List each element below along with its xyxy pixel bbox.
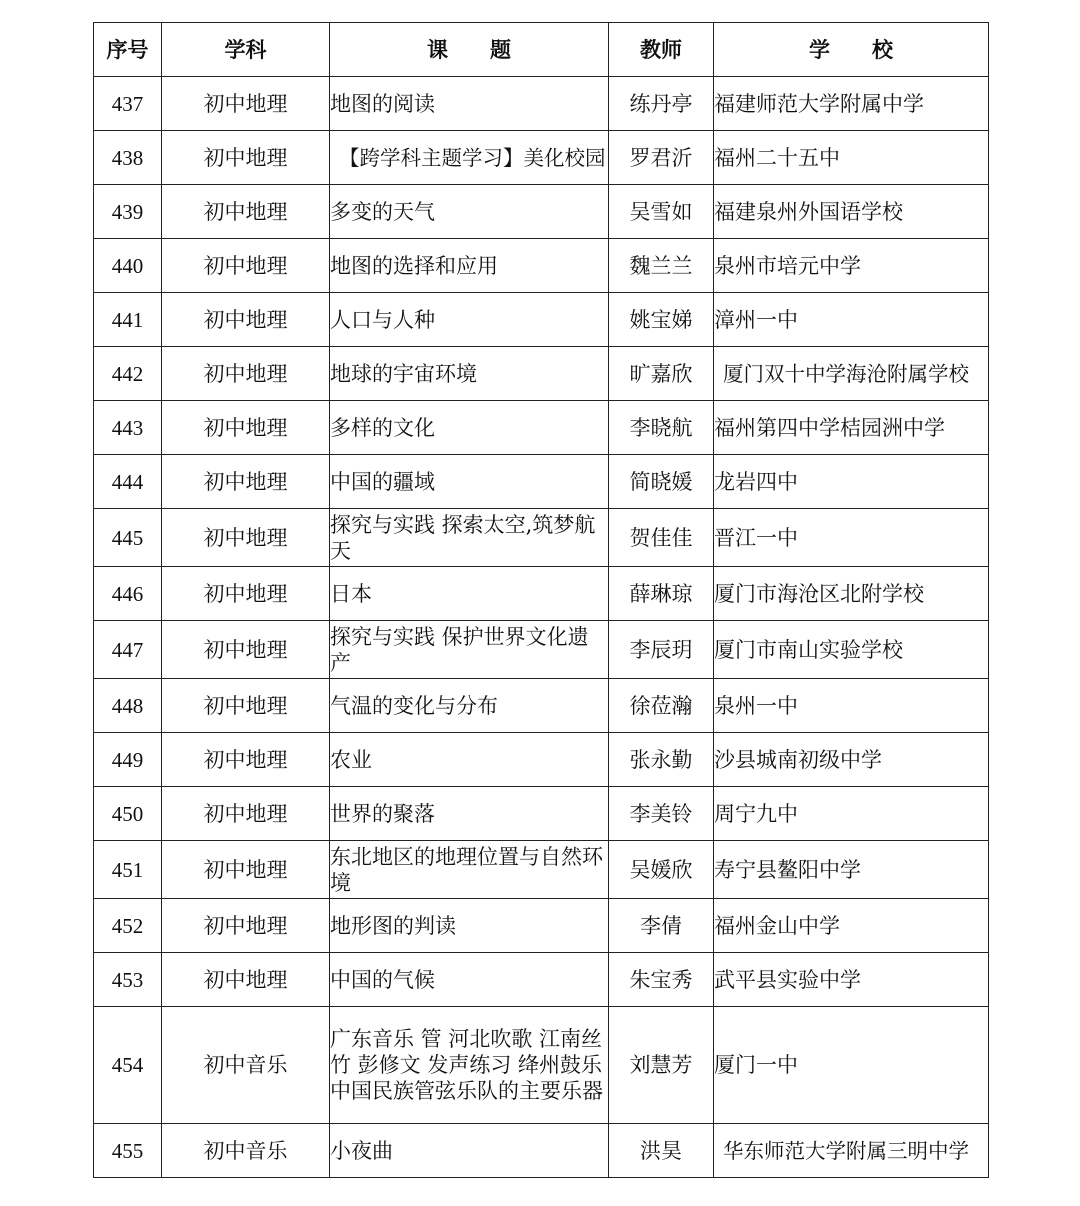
table-row [94, 733, 989, 787]
header-school: 学 校 [714, 23, 989, 77]
table-row [94, 131, 989, 185]
cell-teacher: 罗君沂 [609, 131, 714, 185]
table-row [94, 899, 989, 953]
cell-school: 福州第四中学桔园洲中学 [714, 401, 989, 455]
cell-teacher: 姚宝娣 [609, 293, 714, 347]
cell-subject: 初中地理 [162, 185, 330, 239]
cell-subject: 初中地理 [162, 77, 330, 131]
cell-teacher: 魏兰兰 [609, 239, 714, 293]
cell-no: 442 [94, 347, 162, 401]
cell-subject: 初中地理 [162, 841, 330, 899]
cell-school: 厦门双十中学海沧附属学校 [714, 347, 989, 401]
cell-topic: 探究与实践 保护世界文化遗产 [330, 621, 609, 679]
table-row [94, 239, 989, 293]
cell-topic: 地图的选择和应用 [330, 239, 609, 293]
cell-teacher: 张永勤 [609, 733, 714, 787]
table-row [94, 347, 989, 401]
cell-teacher: 李倩 [609, 899, 714, 953]
cell-subject: 初中地理 [162, 787, 330, 841]
cell-teacher: 徐莅瀚 [609, 679, 714, 733]
cell-subject: 初中地理 [162, 679, 330, 733]
cell-subject: 初中地理 [162, 733, 330, 787]
cell-teacher: 李晓航 [609, 401, 714, 455]
cell-no: 439 [94, 185, 162, 239]
cell-teacher: 练丹亭 [609, 77, 714, 131]
cell-topic: 日本 [330, 567, 609, 621]
cell-no: 444 [94, 455, 162, 509]
table-row [94, 787, 989, 841]
cell-no: 449 [94, 733, 162, 787]
cell-topic: 东北地区的地理位置与自然环境 [330, 841, 609, 899]
cell-subject: 初中音乐 [162, 1007, 330, 1124]
header-teacher: 教师 [609, 23, 714, 77]
cell-topic: 探究与实践 探索太空,筑梦航天 [330, 509, 609, 567]
cell-school: 福建泉州外国语学校 [714, 185, 989, 239]
cell-school: 厦门市南山实验学校 [714, 621, 989, 679]
table-row [94, 841, 989, 899]
cell-no: 437 [94, 77, 162, 131]
cell-school: 福州金山中学 [714, 899, 989, 953]
cell-topic: 气温的变化与分布 [330, 679, 609, 733]
table-row [94, 567, 989, 621]
cell-teacher: 旷嘉欣 [609, 347, 714, 401]
cell-teacher: 李辰玥 [609, 621, 714, 679]
cell-no: 453 [94, 953, 162, 1007]
cell-school: 福州二十五中 [714, 131, 989, 185]
cell-no: 451 [94, 841, 162, 899]
cell-school: 泉州一中 [714, 679, 989, 733]
cell-no: 445 [94, 509, 162, 567]
table-row [94, 509, 989, 567]
cell-no: 441 [94, 293, 162, 347]
cell-teacher: 李美铃 [609, 787, 714, 841]
table-row [94, 401, 989, 455]
cell-subject: 初中地理 [162, 401, 330, 455]
table-row [94, 621, 989, 679]
cell-no: 443 [94, 401, 162, 455]
cell-teacher: 薛琳琼 [609, 567, 714, 621]
cell-no: 450 [94, 787, 162, 841]
cell-school: 周宁九中 [714, 787, 989, 841]
cell-topic: 中国的疆域 [330, 455, 609, 509]
cell-topic: 地形图的判读 [330, 899, 609, 953]
cell-subject: 初中地理 [162, 567, 330, 621]
table-row [94, 293, 989, 347]
table-row [94, 77, 989, 131]
cell-teacher: 吴雪如 [609, 185, 714, 239]
cell-subject: 初中地理 [162, 953, 330, 1007]
cell-topic: 地图的阅读 [330, 77, 609, 131]
cell-topic: 小夜曲 [330, 1124, 609, 1178]
cell-no: 438 [94, 131, 162, 185]
cell-school: 厦门一中 [714, 1007, 989, 1124]
cell-school: 寿宁县鳌阳中学 [714, 841, 989, 899]
cell-subject: 初中地理 [162, 347, 330, 401]
table-row [94, 679, 989, 733]
header-no: 序号 [94, 23, 162, 77]
cell-topic: 多样的文化 [330, 401, 609, 455]
cell-teacher: 吴媛欣 [609, 841, 714, 899]
cell-school: 漳州一中 [714, 293, 989, 347]
cell-topic: 【跨学科主题学习】美化校园 [330, 131, 609, 185]
cell-subject: 初中地理 [162, 455, 330, 509]
cell-no: 448 [94, 679, 162, 733]
cell-school: 晋江一中 [714, 509, 989, 567]
header-topic: 课 题 [330, 23, 609, 77]
lesson-roster-table [93, 22, 989, 1178]
cell-teacher: 贺佳佳 [609, 509, 714, 567]
cell-school: 武平县实验中学 [714, 953, 989, 1007]
cell-no: 440 [94, 239, 162, 293]
cell-topic: 世界的聚落 [330, 787, 609, 841]
cell-subject: 初中地理 [162, 509, 330, 567]
cell-no: 454 [94, 1007, 162, 1124]
cell-subject: 初中地理 [162, 239, 330, 293]
cell-teacher: 朱宝秀 [609, 953, 714, 1007]
cell-topic: 地球的宇宙环境 [330, 347, 609, 401]
cell-teacher: 洪昊 [609, 1124, 714, 1178]
cell-no: 452 [94, 899, 162, 953]
cell-subject: 初中地理 [162, 899, 330, 953]
cell-subject: 初中音乐 [162, 1124, 330, 1178]
cell-school: 华东师范大学附属三明中学 [714, 1124, 989, 1178]
cell-no: 447 [94, 621, 162, 679]
cell-topic: 广东音乐 管 河北吹歌 江南丝竹 彭修文 发声练习 绛州鼓乐 中国民族管弦乐队的主要乐器 [330, 1007, 609, 1124]
cell-school: 福建师范大学附属中学 [714, 77, 989, 131]
header-row [94, 23, 989, 77]
table-row [94, 455, 989, 509]
cell-school: 泉州市培元中学 [714, 239, 989, 293]
cell-topic: 农业 [330, 733, 609, 787]
cell-teacher: 刘慧芳 [609, 1007, 714, 1124]
cell-subject: 初中地理 [162, 293, 330, 347]
table-row [94, 185, 989, 239]
table-row [94, 1007, 989, 1124]
cell-no: 446 [94, 567, 162, 621]
header-subject: 学科 [162, 23, 330, 77]
cell-subject: 初中地理 [162, 131, 330, 185]
cell-school: 厦门市海沧区北附学校 [714, 567, 989, 621]
cell-topic: 中国的气候 [330, 953, 609, 1007]
cell-topic: 多变的天气 [330, 185, 609, 239]
cell-no: 455 [94, 1124, 162, 1178]
cell-school: 沙县城南初级中学 [714, 733, 989, 787]
table-row [94, 953, 989, 1007]
cell-topic: 人口与人种 [330, 293, 609, 347]
cell-subject: 初中地理 [162, 621, 330, 679]
cell-teacher: 简晓媛 [609, 455, 714, 509]
cell-school: 龙岩四中 [714, 455, 989, 509]
table-row [94, 1124, 989, 1178]
